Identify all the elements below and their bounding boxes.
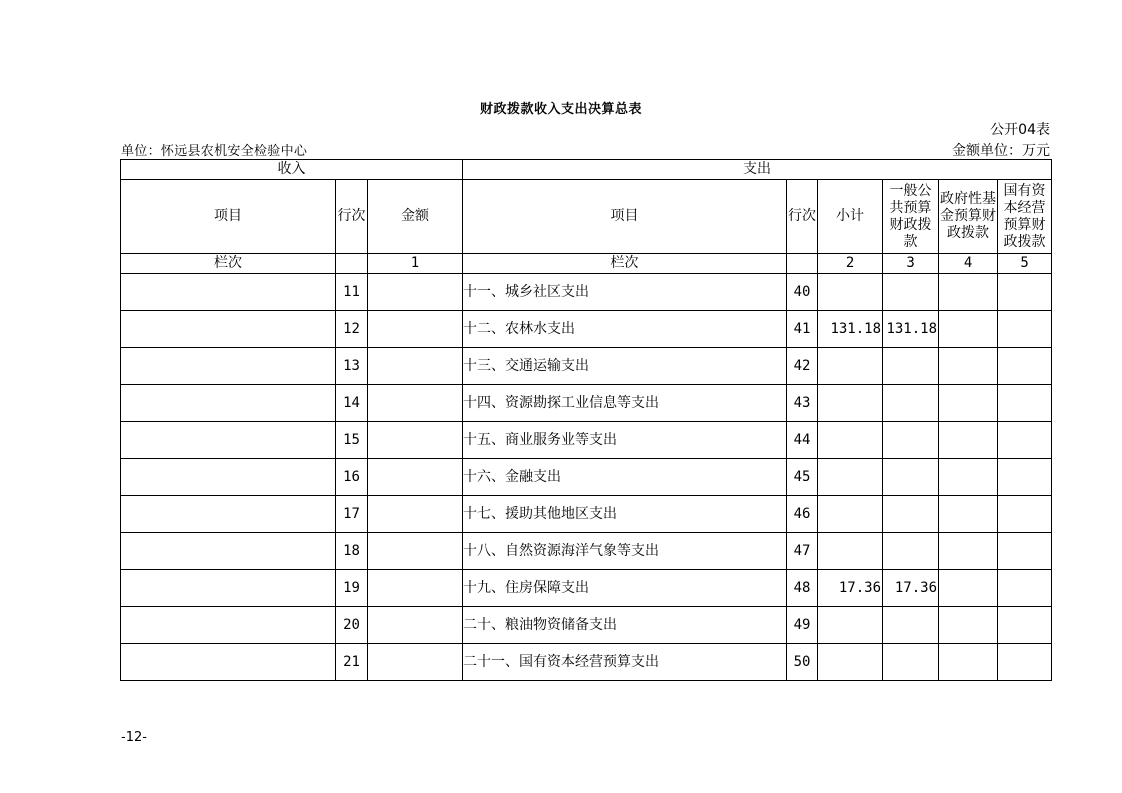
general-budget-cell [883,496,939,533]
gov-fund-cell [939,422,998,459]
expense-line-cell: 42 [787,348,818,385]
income-line-cell: 21 [336,644,368,681]
state-capital-cell [998,274,1052,311]
income-amount-cell [368,311,463,348]
income-item-cell [121,496,336,533]
state-capital-cell [998,570,1052,607]
income-line-cell: 18 [336,533,368,570]
table-row [121,459,1052,496]
table-row [121,533,1052,570]
expense-item-cell: 十六、金融支出 [463,459,787,496]
col-label-expense: 栏次 [463,254,787,274]
state-capital-cell [998,459,1052,496]
state-capital-cell [998,533,1052,570]
money-unit: 金额单位：万元 [952,143,1050,159]
header-expense-item: 项目 [463,180,787,254]
form-number: 公开04表 [990,122,1050,138]
income-item-cell [121,570,336,607]
income-amount-cell [368,459,463,496]
income-item-cell [121,348,336,385]
income-amount-cell [368,422,463,459]
income-amount-cell [368,385,463,422]
header-subtotal: 小计 [818,180,883,254]
expense-line-cell: 41 [787,311,818,348]
col-num-income-amount: 1 [368,254,463,274]
income-amount-cell [368,348,463,385]
gov-fund-cell [939,570,998,607]
expense-item-cell: 十二、农林水支出 [463,311,787,348]
table-row [121,311,1052,348]
income-amount-cell [368,644,463,681]
income-item-cell [121,422,336,459]
page-number: -12- [121,730,147,745]
income-line-cell: 16 [336,459,368,496]
table-row [121,607,1052,644]
expense-section-header: 支出 [463,160,1052,180]
table-row [121,570,1052,607]
subtotal-cell [818,348,883,385]
income-line-cell: 20 [336,607,368,644]
income-amount-cell [368,570,463,607]
gov-fund-cell [939,274,998,311]
gov-fund-cell [939,533,998,570]
general-budget-cell [883,533,939,570]
section-header-row [121,160,1052,180]
table-row [121,348,1052,385]
income-line-cell: 17 [336,496,368,533]
general-budget-cell [883,607,939,644]
income-amount-cell [368,496,463,533]
header-expense-line: 行次 [787,180,818,254]
header-income-amount: 金额 [368,180,463,254]
expense-item-cell: 十八、自然资源海洋气象等支出 [463,533,787,570]
general-budget-cell [883,274,939,311]
income-amount-cell [368,533,463,570]
income-item-cell [121,607,336,644]
general-budget-cell [883,422,939,459]
expense-item-cell: 十三、交通运输支出 [463,348,787,385]
state-capital-cell [998,385,1052,422]
table-row [121,274,1052,311]
income-item-cell [121,274,336,311]
income-section-header: 收入 [121,160,463,180]
income-item-cell [121,311,336,348]
expense-item-cell: 十四、资源勘探工业信息等支出 [463,385,787,422]
gov-fund-cell [939,459,998,496]
gov-fund-cell [939,348,998,385]
subtotal-cell [818,422,883,459]
expense-item-cell: 二十一、国有资本经营预算支出 [463,644,787,681]
expense-item-cell: 十五、商业服务业等支出 [463,422,787,459]
col-num-income-line [336,254,368,274]
income-line-cell: 12 [336,311,368,348]
gov-fund-cell [939,607,998,644]
state-capital-cell [998,348,1052,385]
gov-fund-cell [939,311,998,348]
expense-line-cell: 47 [787,533,818,570]
expense-item-cell: 十七、援助其他地区支出 [463,496,787,533]
header-general-budget: 一般公共预算财政拨款 [883,180,939,254]
header-state-capital: 国有资本经营预算财政拨款 [998,180,1052,254]
table-row [121,422,1052,459]
expense-item-cell: 十九、住房保障支出 [463,570,787,607]
reporting-unit: 单位：怀远县农机安全检验中心 [121,144,308,159]
income-amount-cell [368,607,463,644]
header-gov-fund: 政府性基金预算财政拨款 [939,180,998,254]
general-budget-cell [883,348,939,385]
table-row [121,644,1052,681]
general-budget-cell [883,459,939,496]
income-line-cell: 11 [336,274,368,311]
expense-line-cell: 48 [787,570,818,607]
general-budget-cell: 131.18 [883,311,939,348]
expense-line-cell: 50 [787,644,818,681]
income-line-cell: 13 [336,348,368,385]
income-line-cell: 14 [336,385,368,422]
expense-line-cell: 40 [787,274,818,311]
col-num-expense-line [787,254,818,274]
table-row [121,496,1052,533]
general-budget-cell [883,385,939,422]
expense-line-cell: 44 [787,422,818,459]
state-capital-cell [998,311,1052,348]
income-item-cell [121,644,336,681]
column-number-row [121,254,1052,274]
expense-item-cell: 十一、城乡社区支出 [463,274,787,311]
income-line-cell: 15 [336,422,368,459]
col-label-income: 栏次 [121,254,336,274]
col-num-general: 3 [883,254,939,274]
income-item-cell [121,459,336,496]
income-item-cell [121,533,336,570]
subtotal-cell: 17.36 [818,570,883,607]
income-line-cell: 19 [336,570,368,607]
col-num-state-capital: 5 [998,254,1052,274]
state-capital-cell [998,422,1052,459]
subtotal-cell [818,533,883,570]
col-num-subtotal: 2 [818,254,883,274]
subtotal-cell [818,274,883,311]
state-capital-cell [998,644,1052,681]
general-budget-cell: 17.36 [883,570,939,607]
column-header-row [121,180,1052,254]
subtotal-cell [818,459,883,496]
expense-line-cell: 43 [787,385,818,422]
general-budget-cell [883,644,939,681]
state-capital-cell [998,496,1052,533]
state-capital-cell [998,607,1052,644]
expense-line-cell: 49 [787,607,818,644]
expense-line-cell: 45 [787,459,818,496]
income-item-cell [121,385,336,422]
subtotal-cell [818,385,883,422]
page-title: 财政拨款收入支出决算总表 [479,102,642,117]
gov-fund-cell [939,385,998,422]
subtotal-cell [818,496,883,533]
gov-fund-cell [939,496,998,533]
subtotal-cell [818,644,883,681]
table-row [121,385,1052,422]
gov-fund-cell [939,644,998,681]
expense-line-cell: 46 [787,496,818,533]
subtotal-cell [818,607,883,644]
col-num-gov-fund: 4 [939,254,998,274]
expense-item-cell: 二十、粮油物资储备支出 [463,607,787,644]
header-income-line: 行次 [336,180,368,254]
header-income-item: 项目 [121,180,336,254]
income-amount-cell [368,274,463,311]
subtotal-cell: 131.18 [818,311,883,348]
budget-table [120,159,1052,681]
